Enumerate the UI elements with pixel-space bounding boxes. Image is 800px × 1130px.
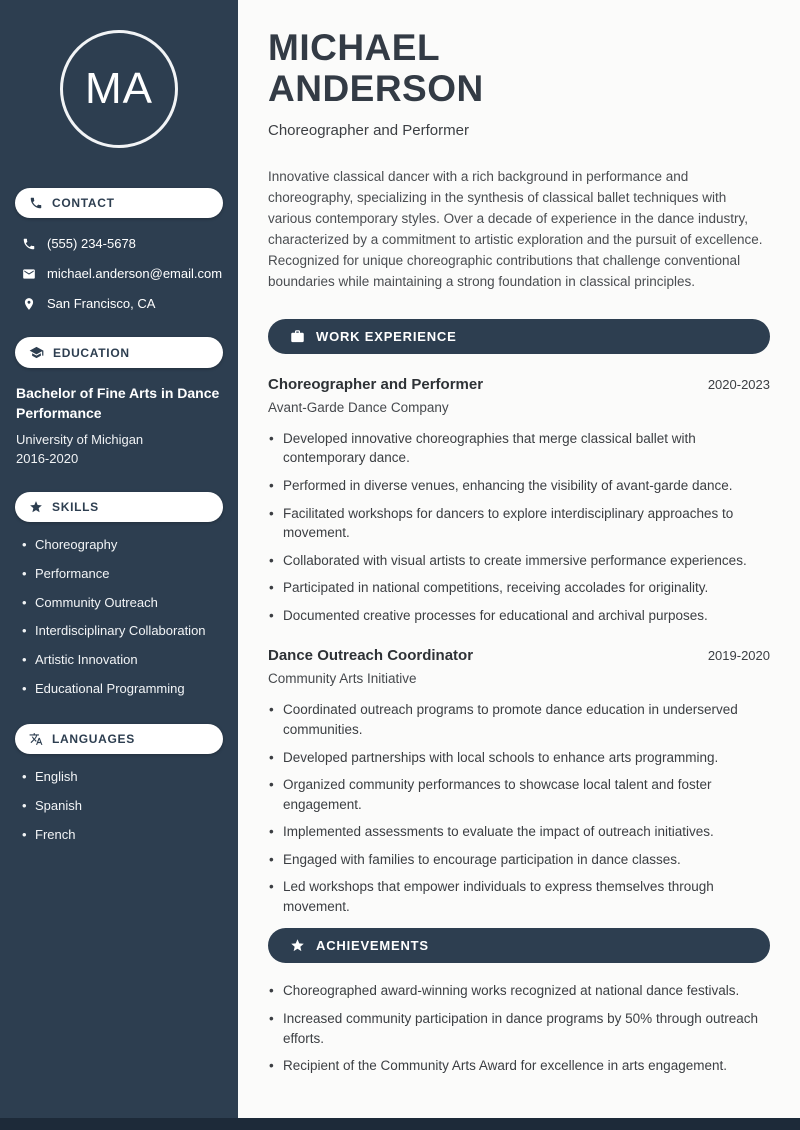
achievement-item: • Recipient of the Community Arts Award for excellence in arts engagement. — [268, 1056, 770, 1076]
sidebar — [0, 0, 238, 1130]
job-company: Community Arts Initiative — [268, 671, 417, 687]
achievement-item: • Choreographed award-winning works recognized at national dance festivals. — [268, 981, 770, 1001]
languages-list — [0, 769, 238, 844]
graduation-cap-icon — [29, 345, 44, 360]
education-school: University of Michigan — [16, 431, 144, 447]
skills-list — [0, 537, 238, 698]
name-line-2: ANDERSON — [268, 67, 484, 109]
bullet-item: • Developed innovative choreographies that merge classical ballet with contemporary dance. — [268, 429, 770, 468]
phone-icon — [22, 237, 36, 251]
email-icon — [22, 267, 36, 281]
job-bullet-list — [268, 429, 770, 626]
location-icon — [22, 297, 36, 311]
contact-phone-text: (555) 234-5678 — [47, 236, 136, 251]
job-bullet-list — [268, 700, 770, 916]
achievements-header — [268, 928, 770, 963]
skill-item: • Community Outreach — [22, 595, 224, 612]
language-item: • Spanish — [22, 798, 224, 815]
education-degree: Bachelor of Fine Arts in Dance Performance — [16, 385, 220, 421]
language-item: • French — [22, 827, 224, 844]
translate-icon — [29, 732, 43, 746]
work-experience-title: WORK EXPERIENCE — [316, 328, 457, 344]
bullet-item: • Developed partnerships with local schools to enhance arts programming. — [268, 748, 770, 768]
job-header — [268, 376, 770, 393]
contact-location-text: San Francisco, CA — [47, 296, 156, 311]
contact-section-header — [15, 188, 223, 218]
skill-item: • Performance — [22, 566, 224, 583]
name-line-1: MICHAEL — [268, 27, 441, 68]
education-section-title: EDUCATION — [53, 345, 130, 360]
bullet-item: • Collaborated with visual artists to create immersive performance experiences. — [268, 551, 770, 571]
bullet-item: • Organized community performances to showcase local talent and foster engagement. — [268, 775, 770, 814]
bullet-item: • Implemented assessments to evaluate the impact of outreach initiatives. — [268, 822, 770, 842]
contact-item-location — [22, 296, 224, 311]
job-company: Avant-Garde Dance Company — [268, 399, 449, 415]
summary-paragraph: Innovative classical dancer with a rich background in performance and choreography, specializing in the synthesis of classical ballet techniques with various contemporary styles. Over a decade of experience in the dance industry, characterized by a commitment to artistic exploration and the pursuit of excellence. Recognized for unique choreographic contributions that challenge conventional boundaries while maintaining a strong foundation in classical principles. — [268, 169, 763, 289]
job-role: Dance Outreach Coordinator — [268, 647, 474, 665]
language-item: • English — [22, 769, 224, 786]
education-entry — [0, 368, 238, 466]
star-icon — [29, 500, 43, 514]
phone-icon — [29, 196, 43, 210]
page-bottom-edge — [0, 1118, 800, 1130]
bullet-item: • Documented creative processes for educational and archival purposes. — [268, 606, 770, 626]
contact-item-phone — [22, 236, 224, 251]
languages-section-header — [15, 724, 223, 754]
star-icon — [290, 938, 305, 953]
contact-list — [0, 236, 238, 311]
contact-email-text: michael.anderson@email.com — [47, 266, 223, 281]
headline-job-title: Choreographer and Performer — [268, 122, 469, 140]
bullet-item: • Performed in diverse venues, enhancing the visibility of avant-garde dance. — [268, 476, 770, 496]
bullet-item: • Facilitated workshops for dancers to explore interdisciplinary approaches to movement. — [268, 504, 770, 543]
skill-item: • Choreography — [22, 537, 224, 554]
bullet-item: • Participated in national competitions, receiving accolades for originality. — [268, 578, 770, 598]
skill-item: • Educational Programming — [22, 681, 224, 698]
job-role: Choreographer and Performer — [268, 375, 484, 393]
job-dates: 2019-2020 — [707, 648, 770, 664]
skill-item: • Interdisciplinary Collaboration — [22, 623, 224, 640]
job-entry — [268, 647, 770, 916]
skill-item: • Artistic Innovation — [22, 652, 224, 669]
bullet-item: • Led workshops that empower individuals to express themselves through movement. — [268, 877, 770, 916]
job-dates: 2020-2023 — [707, 376, 770, 392]
achievements-list — [268, 981, 770, 1075]
achievements-title: ACHIEVEMENTS — [316, 938, 429, 954]
education-section-header — [15, 337, 223, 368]
achievement-item: • Increased community participation in dance programs by 50% through outreach efforts. — [268, 1009, 770, 1048]
contact-section-title: CONTACT — [52, 196, 115, 210]
skills-section-header — [15, 492, 223, 522]
resume-main — [238, 0, 800, 1130]
education-years: 2016-2020 — [16, 450, 79, 466]
job-header — [268, 647, 770, 664]
contact-item-email — [22, 266, 224, 281]
bullet-item: • Engaged with families to encourage participation in dance classes. — [268, 850, 770, 870]
name-heading — [268, 28, 770, 109]
avatar — [60, 30, 178, 148]
work-experience-header — [268, 319, 770, 354]
languages-section-title: LANGUAGES — [52, 732, 135, 747]
bullet-item: • Coordinated outreach programs to promote dance education in underserved communities. — [268, 700, 770, 739]
briefcase-icon — [290, 329, 305, 344]
skills-section-title: SKILLS — [52, 499, 99, 514]
avatar-initials: MA — [85, 64, 153, 113]
job-entry — [268, 376, 770, 626]
